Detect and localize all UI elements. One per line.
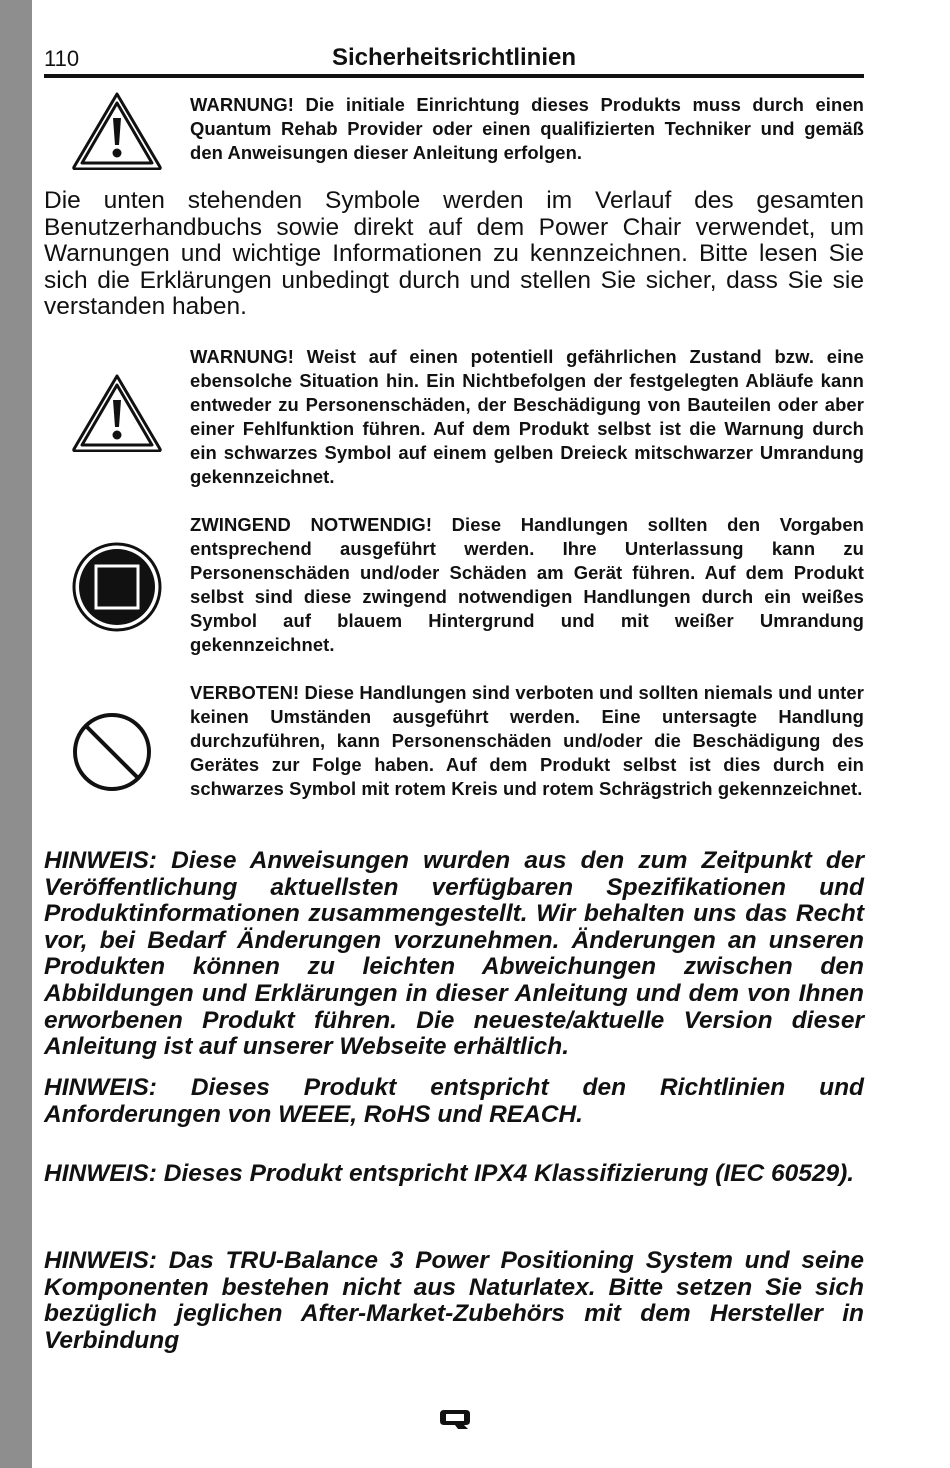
page-edge-bar xyxy=(0,0,32,1468)
prohibited-icon xyxy=(72,712,152,797)
symbol-warning-text: WARNUNG! Weist auf einen potentiell gefährlichen Zustand bzw. eine ebensolche Situation hin. Ein Nichtbefolgen der festgelegten Abläufe kann entweder zu Personenschäden, der Beschädigung von Bauteilen oder aber einer Fehlfunktion führen. Auf dem Produkt selbst ist die Warnung durch ein schwarzes Symbol auf einem gelben Dreieck mitschwarzer Umrandung gekennzeichnet. xyxy=(190,346,864,487)
page-header xyxy=(44,44,864,74)
page-title: Sicherheitsrichtlinien xyxy=(331,44,577,71)
symbol-mandatory-text: ZWINGEND NOTWENDIG! Diese Handlungen sollten den Vorgaben entsprechend ausgeführt werden. Ihre Unterlassung kann zu Personenschäden und/oder Schäden am Gerät führen. Auf dem Produkt selbst sind diese zwingend notwendigen Handlungen durch ein weißes Symbol auf blauem Hintergrund und mit weißer Umrandung gekennzeichnet. xyxy=(190,514,864,655)
warning-triangle-icon xyxy=(72,374,162,457)
page-number: 110 xyxy=(44,46,80,71)
header-rule xyxy=(44,74,864,78)
note-paragraph: HINWEIS: Das TRU-Balance 3 Power Positioning System und seine Komponenten bestehen nicht aus Naturlatex. Bitte setzen Sie sich bezüglich jeglichen After-Market-Zubehörs mit dem Hersteller in Verbindung xyxy=(44,1247,864,1354)
initial-warning-text: WARNUNG! Die initiale Einrichtung dieses Produkts muss durch einen Quantum Rehab Provider oder einen qualifizierten Techniker und gemäß den Anweisungen dieser Anleitung erfolgen. xyxy=(190,94,864,163)
warning-triangle-icon xyxy=(72,92,162,175)
note-paragraph: HINWEIS: Diese Anweisungen wurden aus den zum Zeitpunkt der Veröffentlichung aktuellsten verfügbaren Spezifikationen und Produktinformationen zusammengestellt. Wir behalten uns das Recht vor, bei Bedarf Änderungen vorzunehmen. Änderungen an unseren Produkten können zu leichten Abweichungen zwischen den Abbildungen und Erklärungen in dieser Anleitung und dem von Ihnen erworbenen Produkt führen. Die neueste/aktuelle Version dieser Anleitung ist auf unserer Webseite erhältlich. xyxy=(44,847,864,1061)
quantum-logo-icon xyxy=(438,1408,472,1435)
mandatory-action-icon xyxy=(72,542,162,637)
note-paragraph: HINWEIS: Dieses Produkt entspricht den Richtlinien und Anforderungen von WEEE, RoHS und REACH. xyxy=(44,1074,864,1128)
note-paragraph: HINWEIS: Dieses Produkt entspricht IPX4 Klassifizierung (IEC 60529). xyxy=(44,1160,855,1187)
intro-paragraph: Die unten stehenden Symbole werden im Verlauf des gesamten Benutzerhandbuchs sowie direkt auf dem Power Chair verwendet, um Warnungen und wichtige Informationen zu kennzeichnen. Bitte lesen Sie sich die Erklärungen unbedingt durch und stellen Sie sicher, dass Sie sie verstanden haben. xyxy=(44,187,864,320)
symbol-prohibited-text: VERBOTEN! Diese Handlungen sind verboten und sollten niemals und unter keinen Umständen ausgeführt werden. Eine untersagte Handlung durchzuführen, kann Personenschäden und/oder die Beschädigung des Gerätes zur Folge haben. Auf dem Produkt selbst ist dies durch ein schwarzes Symbol mit rotem Kreis und rotem Schrägstrich gekennzeichnet. xyxy=(190,682,864,799)
